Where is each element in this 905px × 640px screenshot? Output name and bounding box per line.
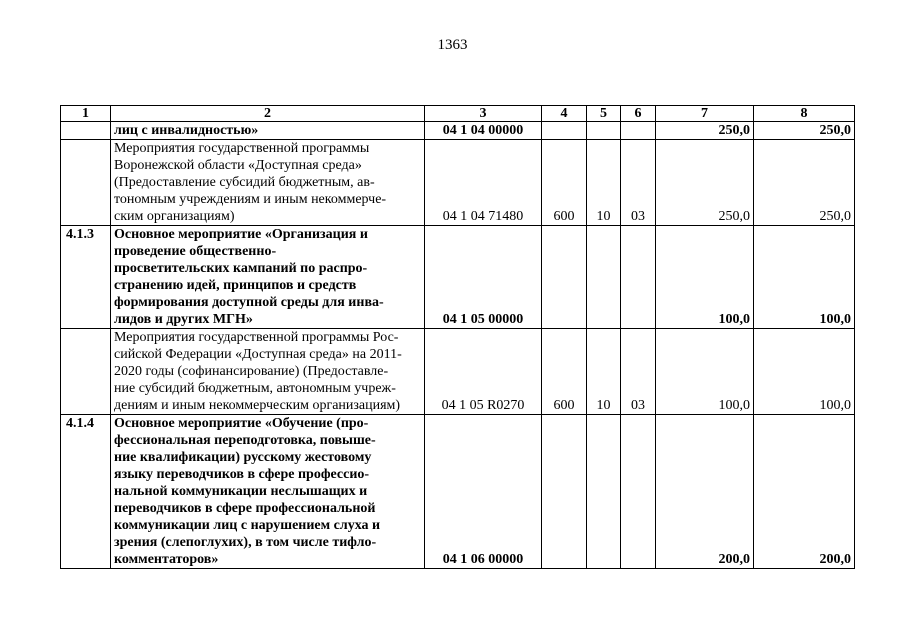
description-line: коммуникации лиц с нарушением слуха и: [114, 518, 381, 533]
expense-type-cell: [542, 226, 587, 329]
description-line: зрения (слепоглухих), в том числе тифло-: [114, 535, 377, 550]
column-header: 1: [61, 106, 111, 122]
budget-table: [60, 105, 855, 569]
table-row: [61, 415, 855, 569]
subsection-cell: [621, 226, 656, 329]
target-code-cell: 04 1 04 71480: [425, 140, 542, 226]
subsection-cell: 03: [621, 140, 656, 226]
description-line: нальной коммуникации неслышащих и: [114, 484, 368, 499]
column-header: 8: [754, 106, 855, 122]
description-line: комментаторов»: [114, 552, 219, 567]
column-header: 2: [111, 106, 425, 122]
description-line: лиц с инвалидностью»: [114, 123, 259, 138]
expense-type-cell: 600: [542, 329, 587, 415]
description-line: странению идей, принципов и средств: [114, 278, 357, 293]
description-line: формирования доступной среды для инва-: [114, 295, 384, 310]
section-cell: [587, 415, 621, 569]
description-cell: [111, 122, 425, 140]
target-code-cell: 04 1 05 00000: [425, 226, 542, 329]
description-line: (Предоставление субсидий бюджетным, ав-: [114, 175, 375, 190]
subsection-cell: [621, 415, 656, 569]
description-cell: [111, 226, 425, 329]
row-number-cell: 4.1.3: [61, 226, 111, 329]
column-header: 7: [656, 106, 754, 122]
target-code-cell: 04 1 04 00000: [425, 122, 542, 140]
description-line: лидов и других МГН»: [114, 312, 253, 327]
description-line: ским организациям): [114, 209, 235, 224]
amount-col8-cell: 100,0: [754, 226, 855, 329]
description-line: фессиональная переподготовка, повыше-: [114, 433, 376, 448]
description-line: дениям и иным некоммерческим организациям): [114, 398, 401, 413]
column-header: 4: [542, 106, 587, 122]
description-line: 2020 годы (софинансирование) (Предоставле-: [114, 364, 389, 379]
expense-type-cell: 600: [542, 140, 587, 226]
amount-col7-cell: 250,0: [656, 122, 754, 140]
description-line: языку переводчиков в сфере профессио-: [114, 467, 370, 482]
row-number-cell: [61, 329, 111, 415]
description-line: Мероприятия государственной программы: [114, 141, 370, 156]
subsection-cell: 03: [621, 329, 656, 415]
section-cell: 10: [587, 140, 621, 226]
description-line: проведение общественно-: [114, 244, 277, 259]
description-cell: [111, 140, 425, 226]
table-body: [61, 122, 855, 569]
amount-col8-cell: 250,0: [754, 122, 855, 140]
subsection-cell: [621, 122, 656, 140]
section-cell: 10: [587, 329, 621, 415]
description-line: Мероприятия государственной программы Рос-: [114, 330, 399, 345]
description-line: тономным учреждениям и иным некоммерче-: [114, 192, 387, 207]
target-code-cell: 04 1 06 00000: [425, 415, 542, 569]
table-row: [61, 226, 855, 329]
description-line: Основное мероприятие «Обучение (про-: [114, 416, 369, 431]
amount-col7-cell: 250,0: [656, 140, 754, 226]
amount-col7-cell: 100,0: [656, 226, 754, 329]
expense-type-cell: [542, 415, 587, 569]
column-header: 5: [587, 106, 621, 122]
description-line: ние квалификации) русскому жестовому: [114, 450, 372, 465]
section-cell: [587, 226, 621, 329]
target-code-cell: 04 1 05 R0270: [425, 329, 542, 415]
description-line: переводчиков в сфере профессиональной: [114, 501, 376, 516]
column-header: 6: [621, 106, 656, 122]
amount-col7-cell: 100,0: [656, 329, 754, 415]
table-row: [61, 329, 855, 415]
row-number-cell: 4.1.4: [61, 415, 111, 569]
section-cell: [587, 122, 621, 140]
table-row: [61, 122, 855, 140]
amount-col8-cell: 200,0: [754, 415, 855, 569]
description-cell: [111, 329, 425, 415]
amount-col8-cell: 250,0: [754, 140, 855, 226]
description-line: Основное мероприятие «Организация и: [114, 227, 368, 242]
description-line: просветительских кампаний по распро-: [114, 261, 368, 276]
table-row: [61, 140, 855, 226]
row-number-cell: [61, 122, 111, 140]
expense-type-cell: [542, 122, 587, 140]
table-header-row: [61, 106, 855, 122]
description-cell: [111, 415, 425, 569]
description-line: Воронежской области «Доступная среда»: [114, 158, 362, 173]
amount-col8-cell: 100,0: [754, 329, 855, 415]
description-line: сийской Федерации «Доступная среда» на 2011-: [114, 347, 402, 362]
amount-col7-cell: 200,0: [656, 415, 754, 569]
description-line: ние субсидий бюджетным, автономным учреж-: [114, 381, 396, 396]
page-number: 1363: [437, 37, 468, 53]
row-number-cell: [61, 140, 111, 226]
column-header: 3: [425, 106, 542, 122]
